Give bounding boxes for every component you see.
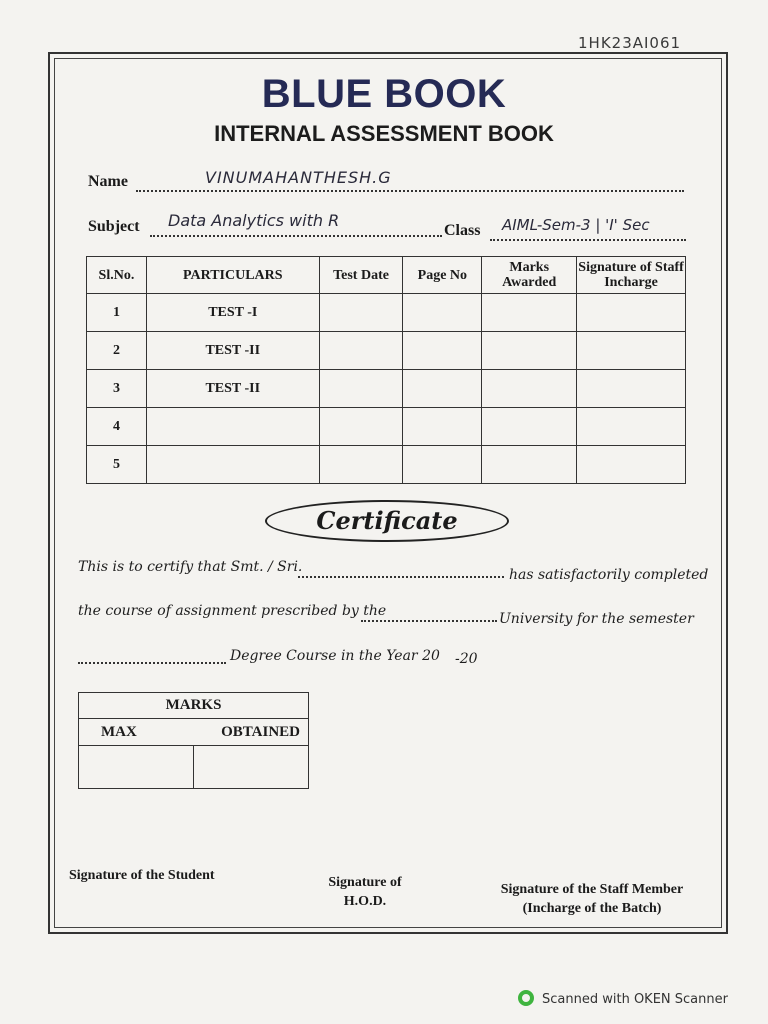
test-date-cell xyxy=(319,294,403,332)
signature-cell xyxy=(577,294,686,332)
page-frame-inner xyxy=(54,58,722,928)
header-particulars: PARTICULARS xyxy=(146,257,319,294)
certificate-dotline-1 xyxy=(298,576,504,578)
table-row xyxy=(87,370,686,408)
certificate-line-3a: Degree Course in the Year 20 xyxy=(230,648,440,664)
certificate-line-1b: has satisfactorily completed xyxy=(509,567,709,583)
row-particular xyxy=(146,408,319,446)
row-number: 3 xyxy=(87,370,147,408)
marks-cell xyxy=(482,408,577,446)
scanner-logo-icon xyxy=(518,990,534,1006)
page-no-cell xyxy=(403,408,482,446)
header-marks-awarded: Marks Awarded xyxy=(482,257,577,294)
subject-label: Subject xyxy=(88,218,140,235)
table-row xyxy=(87,446,686,484)
book-subtitle: INTERNAL ASSESSMENT BOOK xyxy=(214,121,554,146)
marks-cell xyxy=(482,370,577,408)
header-page-no: Page No xyxy=(403,257,482,294)
row-particular xyxy=(146,446,319,484)
marks-max-cell xyxy=(79,746,194,789)
marks-table xyxy=(78,692,309,789)
test-date-cell xyxy=(319,408,403,446)
document-id: 1HK23AI061 xyxy=(578,34,682,52)
row-particular: TEST -II xyxy=(146,370,319,408)
scanner-text: Scanned with OKEN Scanner xyxy=(542,992,728,1007)
page-no-cell xyxy=(403,446,482,484)
row-particular: TEST -I xyxy=(146,294,319,332)
test-date-cell xyxy=(319,370,403,408)
class-field xyxy=(444,222,480,240)
page-no-cell xyxy=(403,370,482,408)
staff-signature-line-1: Signature of the Staff Member xyxy=(500,882,684,897)
book-title: BLUE BOOK xyxy=(261,72,507,116)
hod-signature-line-1: Signature of xyxy=(328,875,402,890)
subject-value: Data Analytics with R xyxy=(168,211,340,230)
certificate-line-3b: -20 xyxy=(455,651,478,667)
signature-cell xyxy=(577,446,686,484)
signature-cell xyxy=(577,332,686,370)
certificate-dotline-2 xyxy=(361,620,497,622)
signature-cell xyxy=(577,408,686,446)
page-no-cell xyxy=(403,294,482,332)
marks-cell xyxy=(482,294,577,332)
class-dotline xyxy=(490,239,686,241)
student-signature-label: Signature of the Student xyxy=(69,868,215,883)
certificate-line-2b: University for the semester xyxy=(499,611,694,627)
row-number: 2 xyxy=(87,332,147,370)
page-no-cell xyxy=(403,332,482,370)
staff-signature-line-2: (Incharge of the Batch) xyxy=(522,901,662,916)
marks-obtained-cell xyxy=(194,746,309,789)
row-number: 5 xyxy=(87,446,147,484)
staff-signature-label xyxy=(486,880,698,918)
table-row xyxy=(87,332,686,370)
row-number: 1 xyxy=(87,294,147,332)
name-value: VINUMAHANTHESH.G xyxy=(205,168,392,187)
marks-max-label: MAX xyxy=(79,719,194,746)
assessment-table xyxy=(86,256,686,484)
certificate-dotline-3 xyxy=(78,662,226,664)
certificate-heading: Certificate xyxy=(265,500,509,542)
name-label: Name xyxy=(88,173,128,190)
marks-cell xyxy=(482,446,577,484)
header-sl-no: Sl.No. xyxy=(87,257,147,294)
certificate-line-1a: This is to certify that Smt. / Sri. xyxy=(78,559,303,575)
name-field xyxy=(88,173,128,191)
class-value: AIML-Sem-3 | 'I' Sec xyxy=(502,216,650,234)
class-label: Class xyxy=(444,222,481,239)
certificate-line-2a: the course of assignment prescribed by the xyxy=(78,603,387,619)
subject-dotline xyxy=(150,235,442,237)
hod-signature-label xyxy=(318,873,412,911)
table-row xyxy=(87,408,686,446)
table-row xyxy=(87,294,686,332)
name-dotline xyxy=(136,190,684,192)
scanner-watermark xyxy=(518,990,728,1007)
test-date-cell xyxy=(319,332,403,370)
signature-cell xyxy=(577,370,686,408)
header-test-date: Test Date xyxy=(319,257,403,294)
row-number: 4 xyxy=(87,408,147,446)
subject-field xyxy=(88,218,140,236)
row-particular: TEST -II xyxy=(146,332,319,370)
marks-obtained-label: OBTAINED xyxy=(194,719,309,746)
header-signature: Signature of Staff Incharge xyxy=(577,257,686,294)
test-date-cell xyxy=(319,446,403,484)
table-header-row xyxy=(87,257,686,294)
marks-cell xyxy=(482,332,577,370)
hod-signature-line-2: H.O.D. xyxy=(343,894,387,909)
marks-title: MARKS xyxy=(79,693,309,719)
